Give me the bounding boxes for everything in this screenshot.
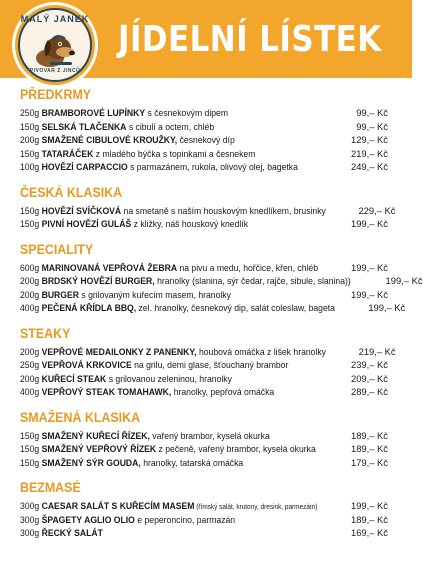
menu-item: [20, 430, 388, 444]
menu-item-name: ŠPAGETY AGLIO OLIO: [41, 513, 135, 525]
menu-item-description: (římský salát, krutony, dresink, parmezám): [194, 504, 318, 511]
page-title: JÍDELNÍ LÍSTEK: [118, 19, 382, 60]
menu-item-text: [20, 289, 231, 300]
section-title: ČESKÁ KLASIKA: [20, 184, 123, 200]
menu-item-weight: 150g: [20, 429, 42, 441]
menu-item-name: VEPŘOVÁ KRKOVICE: [41, 359, 132, 370]
menu-item-description: hranolky, tatarská omáčka: [140, 456, 244, 468]
menu-item: [20, 262, 388, 276]
brewery-logo: [12, 2, 98, 88]
menu-item-description: s grilovanou zeleninou, hranolky: [106, 372, 232, 384]
menu-item-price: 219,– Kč: [358, 345, 396, 357]
menu-item-text: [20, 107, 228, 118]
menu-item-price: 219,– Kč: [350, 147, 388, 159]
menu-item: [20, 386, 388, 400]
menu-item-name: CAESAR SALÁT S KUŘECÍM MASEM: [41, 500, 195, 511]
menu-item-weight: 150g: [20, 147, 42, 159]
menu-item-weight: 150g: [20, 120, 42, 132]
logo-bottom-text: PIVOVAR Z JINCŮ: [29, 68, 81, 74]
menu-item: [20, 204, 396, 219]
menu-item-description: z mladého býčka s topinkami a česnekem: [93, 147, 256, 159]
logo-badge: [18, 8, 92, 82]
menu-item-text: [20, 121, 214, 132]
menu-item-weight: 400g: [20, 302, 42, 313]
menu-item-text: [20, 514, 235, 525]
menu-item-price: 199,– Kč: [350, 218, 388, 229]
menu-item: [20, 359, 388, 373]
section-title: PŘEDKRMY: [20, 87, 92, 102]
menu-item-text: [20, 359, 288, 370]
menu-item: [20, 500, 388, 514]
menu-item-description: s česnekovým dipem: [145, 107, 229, 118]
menu-item: [20, 373, 388, 387]
menu-item-text: [20, 373, 232, 384]
menu-item-price: 289,– Kč: [350, 386, 388, 397]
menu-item-weight: 200g: [20, 275, 42, 286]
menu-item-weight: 400g: [20, 386, 42, 397]
menu-item-description: hranolky, pepřová omáčka: [171, 386, 275, 397]
menu-item-description: e peperoncino, parmazán: [134, 513, 236, 525]
menu-item-description: s parmazánem, rukola, olivový olej, bagetka: [127, 161, 298, 172]
menu-item-text: [20, 218, 248, 229]
menu-item-price: 189,– Kč: [350, 443, 388, 454]
menu-item-name: SMAŽENÝ VEPŘOVÝ ŘÍZEK: [41, 443, 157, 454]
menu-item-weight: 300g: [20, 500, 42, 511]
menu-item-name: KUŘECÍ STEAK: [41, 372, 107, 384]
menu-item: [20, 527, 388, 541]
menu-item-weight: 100g: [20, 161, 42, 172]
menu-item: [20, 289, 388, 303]
menu-item-price: 189,– Kč: [350, 429, 388, 441]
menu-item-weight: 200g: [20, 288, 42, 300]
menu-item-text: [20, 527, 103, 538]
menu-item-price: 99,– Kč: [356, 107, 388, 118]
menu-item-name: VEPŘOVÉ MEDAILONKY Z PANENKY,: [41, 345, 197, 357]
menu-item-name: BRAMBOROVÉ LUPÍNKY: [41, 107, 146, 118]
menu-item-weight: 150g: [20, 456, 42, 468]
logo-top-text: MALÝ JANEK: [20, 14, 90, 24]
menu-item-name: PIVNÍ HOVĚZÍ GULÁŠ: [41, 218, 132, 229]
menu-item: [20, 218, 388, 232]
menu-item: [20, 443, 388, 457]
menu-item-text: [20, 148, 255, 159]
menu-item-price: 199,– Kč: [350, 261, 388, 273]
menu-item-name: SELSKÁ TLAČENKA: [41, 120, 127, 132]
menu-item-description: s cibulí a octem, chléb: [126, 120, 215, 132]
menu-item-price: 199,– Kč: [385, 275, 423, 286]
menu-item: [20, 345, 396, 360]
menu-item-weight: 150g: [20, 443, 42, 454]
menu-item-description: hranolky (slanina, sýr čedar, rajče, sibule, slanina)): [154, 275, 351, 286]
menu-item-text: [20, 302, 335, 313]
menu-item-price: 129,– Kč: [350, 134, 388, 145]
menu-item: [20, 148, 388, 162]
menu-item-text: [20, 443, 316, 454]
menu-item-price: 249,– Kč: [350, 161, 388, 172]
menu-item-name: ŘECKÝ SALÁT: [41, 527, 103, 538]
menu-item: [20, 275, 423, 289]
menu-item: [20, 457, 388, 471]
menu-item-weight: 250g: [20, 359, 42, 370]
menu-item-text: [20, 430, 270, 441]
menu-item-text: [20, 386, 274, 397]
menu-item: [20, 161, 388, 175]
menu-item: [20, 514, 388, 528]
section-title: SPECIALITY: [20, 241, 94, 257]
menu-item-description: česnekový díp: [177, 134, 235, 145]
section-title: STEAKY: [20, 325, 71, 341]
menu-item-weight: 200g: [20, 372, 42, 384]
menu-item-name: HOVĚZÍ SVÍČKOVÁ: [41, 204, 122, 216]
menu-item-name: SMAŽENÝ SÝR GOUDA,: [41, 456, 141, 468]
menu-item-weight: 150g: [20, 204, 42, 216]
menu-item-description: vařený brambor, kyselá okurka: [149, 429, 270, 441]
menu-item-weight: 600g: [20, 261, 42, 273]
menu-item-weight: 200g: [20, 134, 42, 145]
menu-item-price: 99,– Kč: [356, 120, 388, 132]
menu-item-text: [20, 134, 235, 145]
menu-item-text: [20, 500, 317, 511]
menu-item-price: 199,– Kč: [350, 288, 388, 300]
menu-item-name: HOVĚZÍ CARPACCIO: [41, 161, 128, 172]
menu-header: [0, 0, 412, 78]
menu-item: [20, 134, 388, 148]
menu-item-text: [20, 346, 326, 357]
menu-item-description: na grilu, demi glase, šťouchaný brambor: [131, 359, 289, 370]
menu-item-name: TATARÁČEK: [41, 147, 94, 159]
menu-item-price: 199,– Kč: [350, 500, 388, 511]
menu-item: [20, 121, 388, 135]
menu-item-weight: 250g: [20, 107, 42, 118]
menu-item-price: 239,– Kč: [350, 359, 388, 370]
menu-item: [20, 107, 388, 121]
menu-item-weight: 300g: [20, 527, 42, 538]
menu-item-weight: 150g: [20, 218, 42, 229]
menu-item-description: na pivu a medu, hořčice, křen, chléb: [177, 261, 319, 273]
menu-item-name: SMAŽENÉ CIBULOVÉ KROUŽKY,: [41, 134, 178, 145]
menu-item-price: 209,– Kč: [350, 372, 388, 384]
menu-item-name: VEPŘOVÝ STEAK TOMAHAWK,: [41, 386, 172, 397]
menu-item-price: 229,– Kč: [358, 204, 396, 216]
section-title: SMAŽENÁ KLASIKA: [20, 409, 141, 425]
menu-item-text: [20, 262, 318, 273]
menu-item-name: MARINOVANÁ VEPŘOVÁ ŽEBRA: [41, 261, 178, 273]
menu-item-price: 199,– Kč: [368, 302, 406, 313]
menu-item-description: zel. hranolky, česnekový dip, salát coleslaw, bageta: [136, 302, 335, 313]
menu-item-weight: 200g: [20, 345, 42, 357]
menu-item-price: 189,– Kč: [350, 513, 388, 525]
menu-item-text: [20, 205, 326, 216]
menu-item-price: 169,– Kč: [350, 527, 388, 538]
menu-item-text: [20, 457, 243, 468]
menu-item-name: BRDSKÝ HOVĚZÍ BURGER,: [41, 275, 155, 286]
menu-item-name: PEČENÁ KŘÍDLA BBQ,: [41, 302, 137, 313]
menu-item-description: na smetaně s naším houskovým knedlíkem, brusinky: [121, 204, 326, 216]
menu-item: [20, 302, 406, 316]
menu-item-weight: 300g: [20, 513, 42, 525]
menu-item-description: s grilovaným kuřecím masem, hranolky: [78, 288, 231, 300]
menu-item-text: [20, 275, 351, 286]
menu-item-description: houbová omáčka z lišek hranolky: [196, 345, 327, 357]
menu-item-description: z pečeně, vařený brambor, kyselá okurka: [156, 443, 316, 454]
section-title: BEZMASÉ: [20, 480, 81, 495]
menu-item-description: z kližky, náš houskový knedlík: [131, 218, 249, 229]
menu-item-text: [20, 161, 298, 172]
menu-list: [20, 84, 423, 541]
menu-item-name: BURGER: [41, 288, 79, 300]
menu-item-name: SMAŽENÝ KUŘECÍ ŘÍZEK,: [41, 429, 150, 441]
menu-item-price: 179,– Kč: [350, 456, 388, 468]
